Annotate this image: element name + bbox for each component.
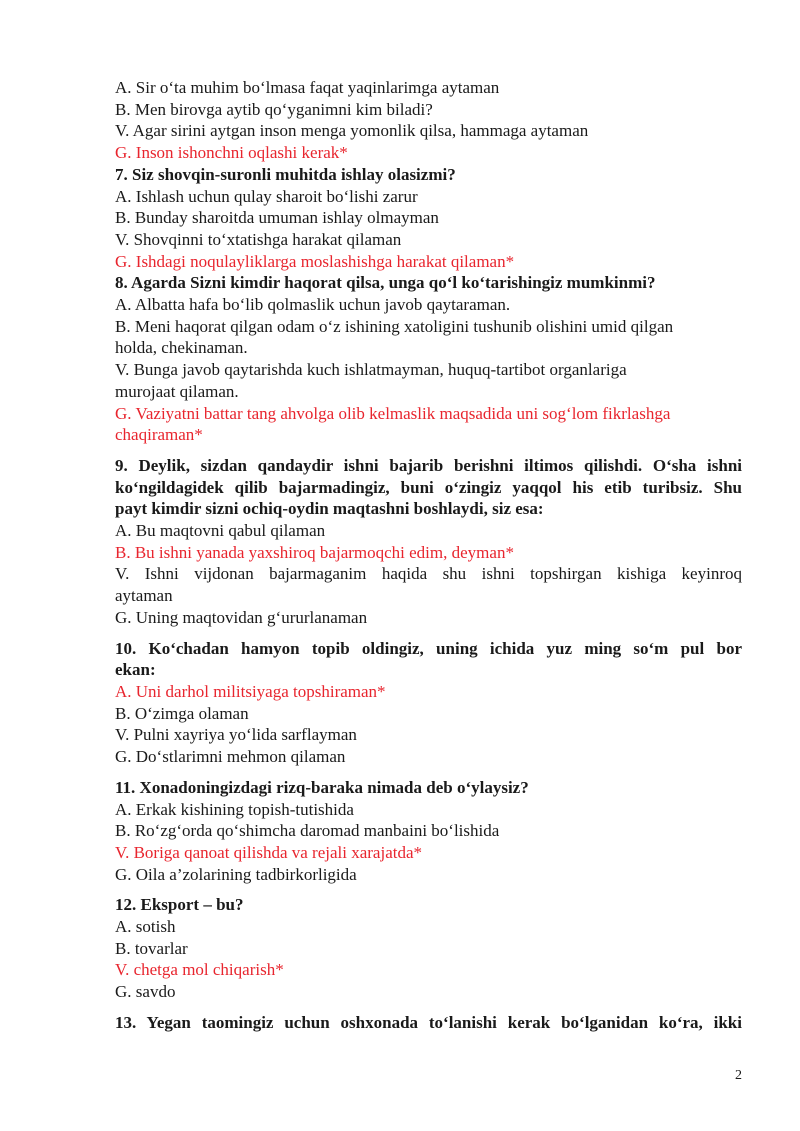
- answer-option: G. savdo: [115, 982, 176, 1002]
- question-7: 7. Siz shovqin-suronli muhitda ishlay olasizmi?: [115, 164, 456, 184]
- answer-option: B. tovarlar: [115, 938, 188, 958]
- answer-option: A. Sir o‘ta muhim bo‘lmasa faqat yaqinlarimga aytaman: [115, 78, 500, 97]
- answer-option: V. Ishni vijdonan bajarmaganim haqida shu ishni topshirgan kishiga keyinroq: [115, 564, 742, 584]
- answer-option-continued: holda, chekinaman.: [115, 338, 248, 358]
- answer-option: A. Erkak kishining topish-tutishida: [115, 799, 354, 819]
- question-8: 8. Agarda Sizni kimdir haqorat qilsa, unga qo‘l ko‘tarishingiz mumkinmi?: [115, 273, 656, 293]
- answer-option: A. Albatta hafa bo‘lib qolmaslik uchun javob qaytaraman.: [115, 295, 511, 315]
- quiz-content: [115, 77, 742, 1034]
- answer-option: B. O‘zimga olaman: [115, 703, 249, 723]
- answer-option: V. Agar sirini aytgan inson menga yomonlik qilsa, hammaga aytaman: [115, 121, 589, 141]
- answer-option-continued: aytaman: [115, 586, 173, 606]
- answer-option: V. Shovqinni to‘xtatishga harakat qilaman: [115, 229, 402, 249]
- correct-answer: G. Ishdagi noqulayliklarga moslashishga harakat qilaman*: [115, 251, 515, 271]
- answer-option: B. Meni haqorat qilgan odam o‘z ishining xatoligini tushunib olishini umid qilgan: [115, 316, 674, 336]
- question-10: 10. Ko‘chadan hamyon topib oldingiz, uning ichida yuz ming so‘m pul bor: [115, 638, 742, 658]
- page-number: 2: [735, 1068, 742, 1083]
- answer-option: G. Do‘stlarimni mehmon qilaman: [115, 747, 346, 767]
- answer-option: V. Bunga javob qaytarishda kuch ishlatmayman, huquq-tartibot organlariga: [115, 360, 627, 380]
- answer-option: B. Men birovga aytib qo‘yganimni kim biladi?: [115, 99, 433, 119]
- question-11: 11. Xonadoningizdagi rizq-baraka nimada deb o‘ylaysiz?: [115, 777, 529, 797]
- correct-answer: B. Bu ishni yanada yaxshiroq bajarmoqchi edim, deyman*: [115, 542, 514, 562]
- question-9: 9. Deylik, sizdan qandaydir ishni bajarib berishni iltimos qilishdi. O‘sha ishni: [115, 455, 742, 475]
- answer-option: V. Pulni xayriya yo‘lida sarflayman: [115, 725, 357, 745]
- question-12: 12. Eksport – bu?: [115, 895, 244, 915]
- question-10-continued: ekan:: [115, 660, 156, 680]
- correct-answer-continued: chaqiraman*: [115, 425, 203, 445]
- correct-answer: V. chetga mol chiqarish*: [115, 960, 284, 980]
- answer-option: B. Bunday sharoitda umuman ishlay olmayman: [115, 208, 439, 228]
- answer-option: G. Uning maqtovidan g‘ururlanaman: [115, 607, 368, 627]
- correct-answer: V. Boriga qanoat qilishda va rejali xarajatda*: [115, 842, 423, 862]
- correct-answer: G. Inson ishonchni oqlashi kerak*: [115, 143, 348, 163]
- correct-answer: G. Vaziyatni battar tang ahvolga olib kelmaslik maqsadida uni sog‘lom fikrlashga: [115, 403, 671, 423]
- correct-answer: A. Uni darhol militsiyaga topshiraman*: [115, 681, 386, 701]
- question-9-continued: payt kimdir sizni ochiq-oydin maqtashni boshlaydi, siz esa:: [115, 499, 544, 519]
- answer-option: A. Ishlash uchun qulay sharoit bo‘lishi zarur: [115, 186, 418, 206]
- answer-option: B. Ro‘zg‘orda qo‘shimcha daromad manbaini bo‘lishida: [115, 821, 500, 841]
- question-9-continued: ko‘ngildagidek qilib bajarmadingiz, buni o‘zingiz yaqqol his etib turibsiz. Shu: [115, 477, 742, 497]
- answer-option: G. Oila a’zolarining tadbirkorligida: [115, 864, 357, 884]
- question-13: 13. Yegan taomingiz uchun oshxonada to‘lanishi kerak bo‘lganidan ko‘ra, ikki: [115, 1012, 742, 1032]
- answer-option: A. sotish: [115, 917, 176, 937]
- answer-option-continued: murojaat qilaman.: [115, 381, 239, 401]
- answer-option: A. Bu maqtovni qabul qilaman: [115, 521, 326, 541]
